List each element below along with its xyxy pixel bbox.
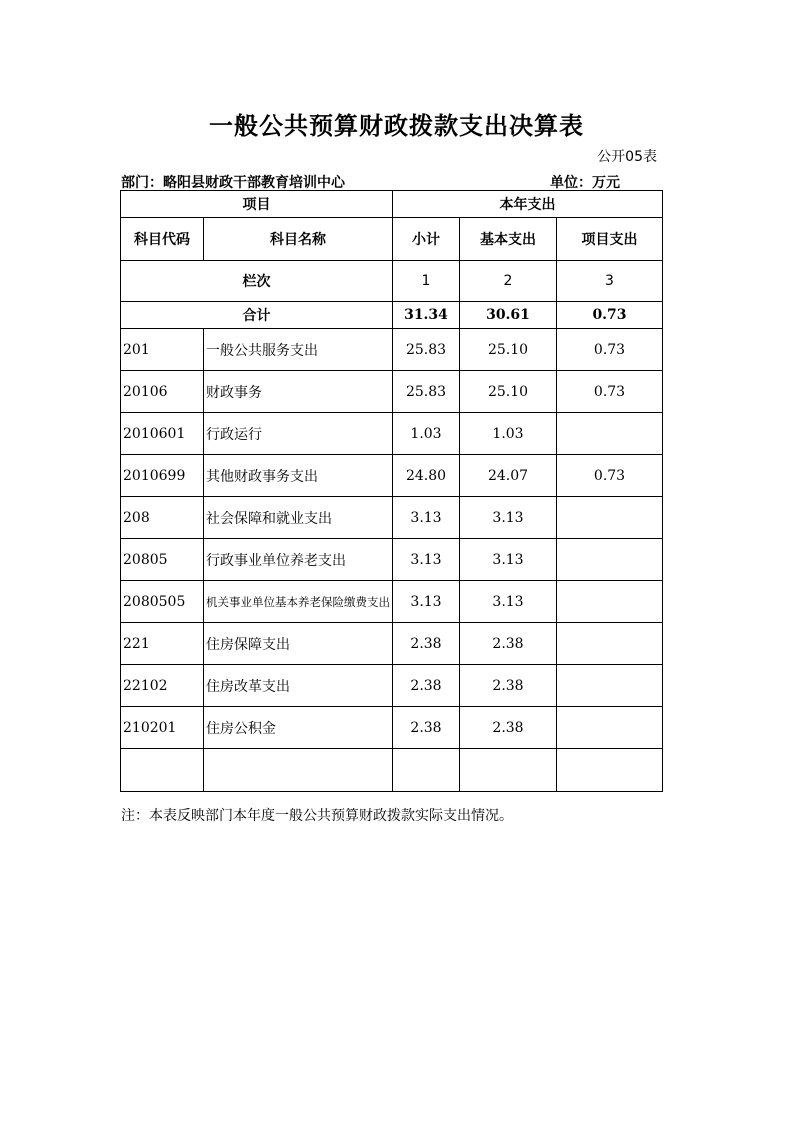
expense-table (120, 190, 663, 792)
column-number-2: 2 (460, 261, 557, 302)
column-number-row (121, 261, 663, 302)
row-name: 机关事业单位基本养老保险缴费支出 (204, 581, 393, 623)
blank-cell (557, 749, 663, 792)
row-code: 201 (121, 329, 204, 371)
row-project (557, 539, 663, 581)
row-subtotal: 25.83 (393, 371, 460, 413)
row-code: 22102 (121, 665, 204, 707)
header-project-expense: 项目支出 (557, 218, 663, 261)
header-row-1 (121, 191, 663, 218)
row-code: 20805 (121, 539, 204, 581)
row-subtotal: 24.80 (393, 455, 460, 497)
table-row (121, 707, 663, 749)
row-basic: 1.03 (460, 413, 557, 455)
header-basic: 基本支出 (460, 218, 557, 261)
row-code: 2010699 (121, 455, 204, 497)
table-row (121, 455, 663, 497)
header-project: 项目 (121, 191, 393, 218)
table-row (121, 329, 663, 371)
table-row (121, 413, 663, 455)
row-subtotal: 2.38 (393, 665, 460, 707)
row-project: 0.73 (557, 455, 663, 497)
row-basic: 3.13 (460, 539, 557, 581)
table-row (121, 623, 663, 665)
total-project: 0.73 (557, 302, 663, 329)
total-label: 合计 (121, 302, 393, 329)
row-name: 住房改革支出 (204, 665, 393, 707)
header-name: 科目名称 (204, 218, 393, 261)
row-project (557, 413, 663, 455)
row-subtotal: 1.03 (393, 413, 460, 455)
row-basic: 3.13 (460, 497, 557, 539)
row-basic: 24.07 (460, 455, 557, 497)
row-subtotal: 3.13 (393, 581, 460, 623)
table-row (121, 497, 663, 539)
row-project: 0.73 (557, 329, 663, 371)
page-title: 一般公共预算财政拨款支出决算表 (209, 112, 584, 140)
total-basic: 30.61 (460, 302, 557, 329)
unit-label: 单位：万元 (550, 175, 620, 191)
column-label: 栏次 (121, 261, 393, 302)
total-subtotal: 31.34 (393, 302, 460, 329)
header-subtotal: 小计 (393, 218, 460, 261)
row-code: 221 (121, 623, 204, 665)
row-name: 社会保障和就业支出 (204, 497, 393, 539)
row-basic: 2.38 (460, 707, 557, 749)
row-name: 一般公共服务支出 (204, 329, 393, 371)
row-basic: 2.38 (460, 623, 557, 665)
blank-cell (121, 749, 204, 792)
blank-row (121, 749, 663, 792)
blank-cell (204, 749, 393, 792)
department-label: 部门：略阳县财政干部教育培训中心 (121, 175, 345, 191)
row-basic: 2.38 (460, 665, 557, 707)
row-name: 行政运行 (204, 413, 393, 455)
row-name: 其他财政事务支出 (204, 455, 393, 497)
row-name: 行政事业单位养老支出 (204, 539, 393, 581)
table-row (121, 581, 663, 623)
table-row (121, 539, 663, 581)
row-code: 2080505 (121, 581, 204, 623)
blank-cell (460, 749, 557, 792)
header-code: 科目代码 (121, 218, 204, 261)
row-basic: 25.10 (460, 329, 557, 371)
header-row-2 (121, 218, 663, 261)
row-project (557, 497, 663, 539)
row-subtotal: 25.83 (393, 329, 460, 371)
blank-cell (393, 749, 460, 792)
row-project (557, 581, 663, 623)
row-basic: 25.10 (460, 371, 557, 413)
row-subtotal: 3.13 (393, 497, 460, 539)
total-row (121, 302, 663, 329)
row-project (557, 623, 663, 665)
header-annual-expense: 本年支出 (393, 191, 663, 218)
row-basic: 3.13 (460, 581, 557, 623)
row-code: 210201 (121, 707, 204, 749)
row-name: 住房保障支出 (204, 623, 393, 665)
table-row (121, 371, 663, 413)
footnote: 注：本表反映部门本年度一般公共预算财政拨款实际支出情况。 (121, 808, 513, 824)
row-name: 财政事务 (204, 371, 393, 413)
row-subtotal: 2.38 (393, 623, 460, 665)
row-subtotal: 3.13 (393, 539, 460, 581)
row-code: 208 (121, 497, 204, 539)
row-name: 住房公积金 (204, 707, 393, 749)
row-project (557, 707, 663, 749)
form-number: 公开05表 (597, 149, 657, 165)
table-row (121, 665, 663, 707)
row-project (557, 665, 663, 707)
column-number-1: 1 (393, 261, 460, 302)
row-project: 0.73 (557, 371, 663, 413)
column-number-3: 3 (557, 261, 663, 302)
row-subtotal: 2.38 (393, 707, 460, 749)
row-code: 20106 (121, 371, 204, 413)
row-code: 2010601 (121, 413, 204, 455)
